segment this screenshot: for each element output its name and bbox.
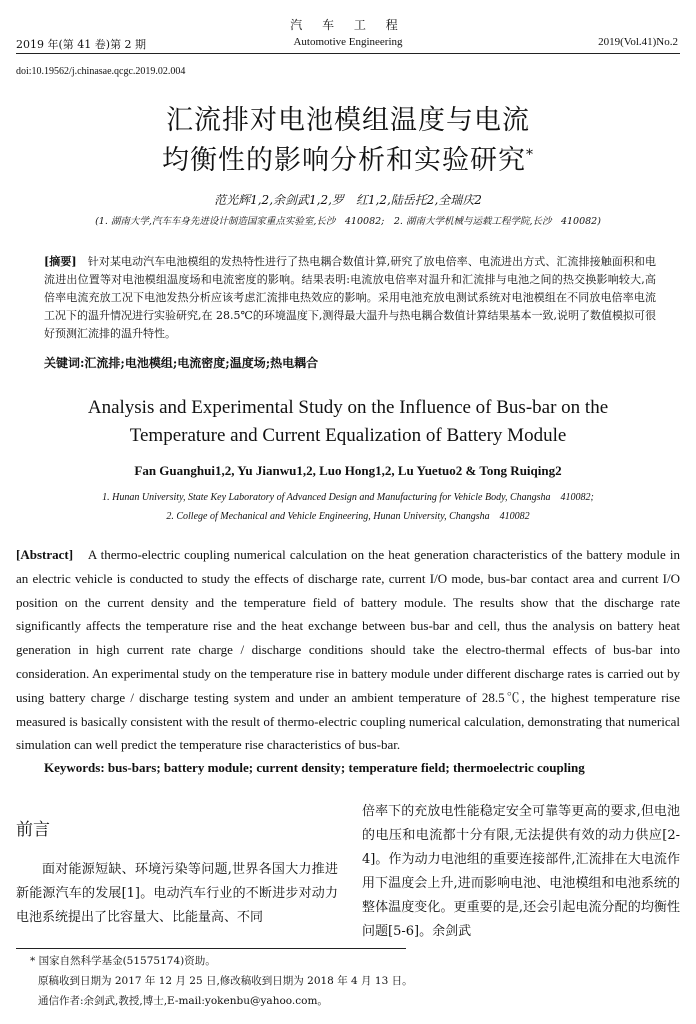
footnote-rule — [16, 948, 406, 949]
abstract-cn — [44, 253, 656, 343]
keywords-cn: 关键词:汇流排;电池模组;电流密度;温度场;热电耦合 — [44, 356, 319, 370]
body-column-right — [362, 800, 680, 944]
affiliation-en-1: 1. Hunan University, State Key Laboratory of Advanced Design and Manufacturing for Vehicle Body, Changsha 410082; — [102, 492, 594, 503]
doi[interactable]: doi:10.19562/j.chinasae.qcgc.2019.02.004 — [16, 66, 186, 77]
footnote-corresponding-author: 通信作者:余剑武,教授,博士,E-mail:yokenbu@yahoo.com。 — [38, 995, 328, 1007]
footnote-dates: 原稿收到日期为 2017 年 12 月 25 日,修改稿收到日期为 2018 年 4 月 13 日。 — [38, 975, 413, 987]
body-column-left — [16, 818, 338, 930]
abstract-en-text: A thermo-electric coupling numerical calculation on the heat generation characteristics of the battery module in an electric vehicle is conducted to study the effects of discharge rate, current I/O mode, bus-bar contact area and current I/O position on the current density and the temperature field of battery module. The results show that the discharge rate significantly affects the temperature rise and the heat exchange between bus-bar and cell, thus the analysis on battery heat generation in high current rate charge / discharge conditions should take the electro-thermal effects of bus-bar into consideration. An experimental study on the temperature rise in battery module under different discharge rates is carried out by using battery charge / discharge testing system and under an ambient temperature of 28.5℃, the highest temperature rise measured is basically consistent with the result of thermo-electric coupling numerical calculation, demonstrating that numerical simulation can well predict the temperature rise characteristics of bus-bar. — [16, 547, 680, 753]
journal-name-cn: 汽 车 工 程 — [290, 18, 406, 32]
header-rule — [16, 53, 680, 54]
title-footnote-mark: * — [526, 147, 534, 163]
keywords-en: Keywords: bus-bars; battery module; current density; temperature field; thermoelectric coupling — [44, 760, 585, 775]
affiliation-cn: (1. 湖南大学,汽车车身先进设计制造国家重点实验室,长沙 410082; 2. 湖南大学机械与运载工程学院,长沙 410082) — [95, 216, 601, 227]
abstract-cn-text: 针对某电动汽车电池模组的发热特性进行了热电耦合数值计算,研究了放电倍率、电流进出方式、汇流排接触面积和电流进出位置等对电池模组温度场和电流密度的影响。结果表明:电流放电倍率对温升和汇流排与电池之间的热交换影响较大,高倍率电流充放工况下电池发热分析应该考虑汇流排电热效应的影响。采用电池充放电测试系统对电池模组在不同放电倍率电流工况下的温升情况进行实验研究,在 28.5℃的环境温度下,测得最大温升与热电耦合数值计算结果基本一致,说明了数值模拟可很好预测汇流排的温升特性。 — [44, 255, 657, 340]
authors-en: Fan Guanghui1,2, Yu Jianwu1,2, Luo Hong1,2, Lu Yuetuo2 & Tong Ruiqing2 — [134, 463, 562, 478]
body-paragraph-right: 倍率下的充放电性能稳定安全可靠等更高的要求,但电池的电压和电流都十分有限,无法提供有效的动力供应[2-4]。作为动力电池组的重要连接部件,汇流排在大电流作用下温度会上升,进而影响电池、电池模组和电池系统的整体温度变化。更重要的是,还会引起电流分配的均衡性问题[5-6]。余剑武 — [362, 804, 680, 939]
title-en-line1: Analysis and Experimental Study on the Influence of Bus-bar on the — [87, 397, 609, 418]
issue-cn: 2019 年(第 41 卷)第 2 期 — [16, 38, 147, 51]
title-cn-line2-text: 均衡性的影响分析和实验研究 — [162, 145, 526, 176]
body-paragraph-left: 面对能源短缺、环境污染等问题,世界各国大力推进新能源汽车的发展[1]。电动汽车行业的不断进步对动力电池系统提出了比容量大、比能量高、不同 — [16, 862, 338, 925]
affiliation-en-2: 2. College of Mechanical and Vehicle Engineering, Hunan University, Changsha 410082 — [166, 511, 530, 522]
journal-name-en: Automotive Engineering — [293, 36, 403, 48]
abstract-cn-label: [摘要] — [44, 255, 77, 268]
title-cn-line2 — [0, 138, 696, 177]
abstract-en-label: [Abstract] — [16, 547, 74, 562]
issue-en: 2019(Vol.41)No.2 — [598, 36, 678, 48]
title-cn-line1: 汇流排对电池模组温度与电流 — [166, 105, 530, 136]
title-en-line2: Temperature and Current Equalization of Battery Module — [129, 425, 567, 446]
footnote-fund: * 国家自然科学基金(51575174)资助。 — [30, 955, 216, 967]
authors-cn: 范光辉1,2,余剑武1,2,罗 红1,2,陆岳托2,全瑞庆2 — [214, 193, 482, 207]
abstract-en — [16, 543, 680, 757]
section-title-introduction: 前言 — [16, 820, 50, 840]
